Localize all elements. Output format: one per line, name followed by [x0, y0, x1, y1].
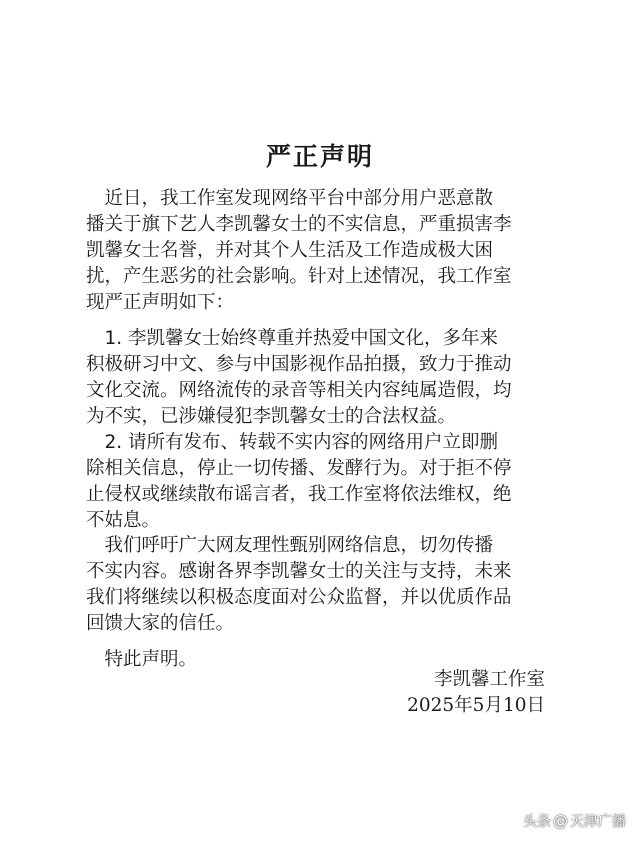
watermark-account: 天津广播: [570, 814, 626, 830]
closing-line: 特此声明。: [86, 649, 198, 670]
list-line: 积极研习中文、参与中国影视作品拍摄，致力于推动: [86, 354, 512, 375]
intro-paragraph: [86, 186, 512, 316]
list-line: 除相关信息，停止一切传播、发酵行为。对于拒不停: [86, 458, 512, 479]
text-line: 扰，产生恶劣的社会影响。针对上述情况，我工作室: [86, 266, 512, 287]
signature-name: 李凯馨工作室: [433, 669, 545, 690]
text-line: 不实内容。感谢各界李凯馨女士的关注与支持，未来: [86, 561, 512, 582]
statement-list: [86, 326, 512, 534]
list-line: 文化交流。网络流传的录音等相关内容纯属造假，均: [86, 380, 512, 401]
list-line: 2. 请所有发布、转载不实内容的网络用户立即删: [86, 432, 499, 453]
text-line: 凯馨女士名誉，并对其个人生活及工作造成极大困: [86, 240, 494, 261]
list-line: 止侵权或继续散布谣言者，我工作室将依法维权，绝: [86, 484, 512, 505]
list-line: 为不实，已涉嫌侵犯李凯馨女士的合法权益。: [86, 406, 457, 427]
watermark-platform: 头条: [523, 814, 551, 830]
text-line: 近日，我工作室发现网络平台中部分用户恶意散: [86, 188, 494, 209]
list-line: 不姑息。: [86, 510, 161, 531]
text-line: 播关于旗下艺人李凯馨女士的不实信息，严重损害李: [86, 214, 512, 235]
list-line: 1. 李凯馨女士始终尊重并热爱中国文化，多年来: [86, 328, 499, 349]
appeal-paragraph: [86, 533, 512, 637]
watermark: [523, 811, 626, 831]
text-line: 现严正声明如下：: [86, 292, 235, 313]
signature-date: 2025年5月10日: [407, 695, 545, 716]
signature-block: [407, 667, 545, 719]
text-line: 回馈大家的信任。: [86, 613, 235, 634]
text-line: 我们将继续以积极态度面对公众监督，并以优质作品: [86, 587, 512, 608]
text-line: 我们呼吁广大网友理性甄别网络信息，切勿传播: [86, 535, 494, 556]
watermark-at: @: [553, 812, 568, 830]
statement-title: 严正声明: [265, 142, 374, 171]
